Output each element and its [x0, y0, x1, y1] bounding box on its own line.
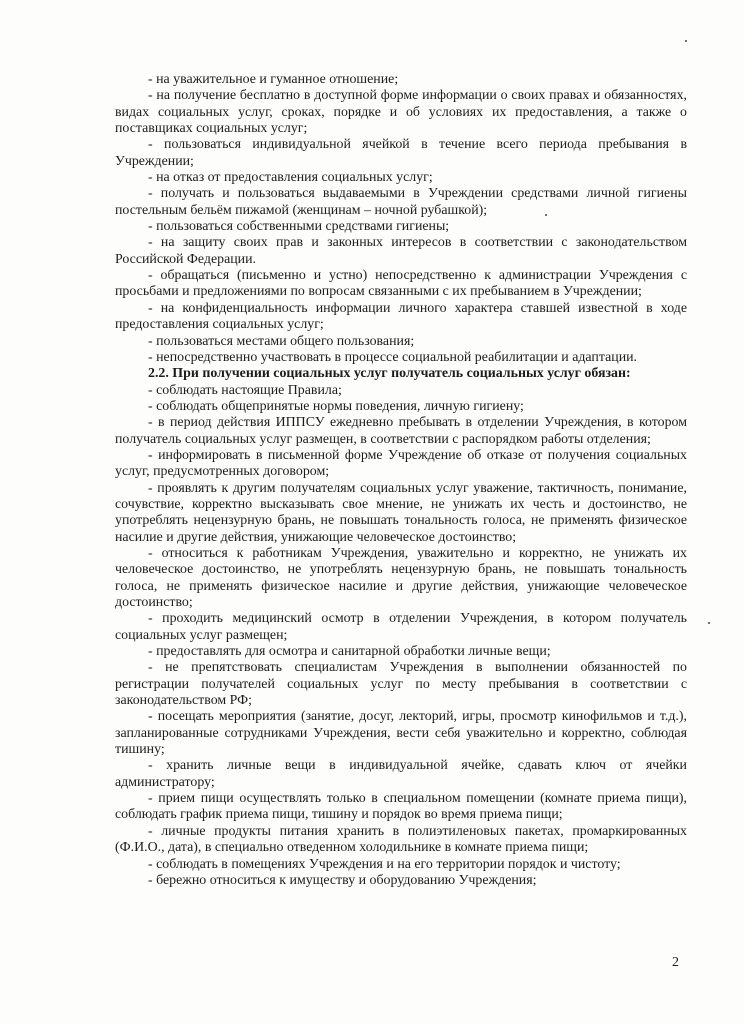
list-item: - на уважительное и гуманное отношение;	[148, 72, 399, 87]
scan-speck	[708, 622, 710, 624]
list-item: - непосредственно участвовать в процессе социальной реабилитации и адаптации.	[148, 349, 638, 365]
list-item: - пользоваться собственными средствами гигиены;	[148, 219, 450, 235]
list-item: - на получение бесплатно в доступной форме информации о своих правах и обязанностях, видах социальных услуг, сроках, порядке и об условиях их предоставления, а также о поставщиках социальных услуг;	[115, 88, 687, 137]
section-heading: 2.2. При получении социальных услуг получатель социальных услуг обязан:	[148, 366, 631, 382]
list-item: - на защиту своих прав и законных интересов в соответствии с законодательством Российской Федерации.	[115, 235, 687, 267]
list-item: - предоставлять для осмотра и санитарной обработки личные вещи;	[148, 644, 551, 660]
list-item: - на отказ от предоставления социальных услуг;	[148, 170, 433, 186]
list-item: - хранить личные вещи в индивидуальной ячейке, сдавать ключ от ячейки администратору;	[115, 758, 687, 790]
page-number: 2	[672, 955, 679, 970]
document-body	[115, 72, 687, 889]
list-item: - посещать мероприятия (занятие, досуг, лекторий, игры, просмотр кинофильмов и т.д.), запланированные сотрудниками Учреждения, вести себя уважительно и корректно, соблюдая тишину;	[115, 709, 687, 758]
list-item: - личные продукты питания хранить в полиэтиленовых пакетах, промаркированных (Ф.И.О., дата), в специально отведенном холодильнике в комнате приема пищи;	[115, 823, 687, 856]
list-item: - информировать в письменной форме Учреждение об отказе от получения социальных услуг, предусмотренных договором;	[115, 447, 687, 480]
list-item: - в период действия ИППСУ ежедневно пребывать в отделении Учреждения, в котором получатель социальных услуг размещен, в соответствии с распорядком работы отделения;	[115, 415, 687, 447]
list-item: - получать и пользоваться выдаваемыми в Учреждении средствами личной гигиены постельным бельём пижамой (женщинам – ночной рубашкой);	[115, 186, 687, 218]
list-item: - соблюдать настоящие Правила;	[148, 382, 342, 398]
list-item: - бережно относиться к имуществу и оборудованию Учреждения;	[148, 872, 537, 888]
list-item: - относиться к работникам Учреждения, уважительно и корректно, не унижать их человеческое достоинство, не употреблять нецензурную брань, не повышать тональность голоса, не применять физическое насилие и другие действия, унижающие человеческое достоинство;	[115, 545, 687, 610]
scan-speck	[685, 40, 687, 42]
list-item: - пользоваться индивидуальной ячейкой в течение всего периода пребывания в Учреждении;	[115, 137, 687, 169]
list-item: - прием пищи осуществлять только в специальном помещении (комнате приема пищи), соблюдать график приема пищи, тишину и порядок во время приема пищи;	[115, 791, 687, 823]
scan-speck	[545, 214, 547, 216]
list-item: - обращаться (письменно и устно) непосредственно к администрации Учреждения с просьбами и предложениями по вопросам связанными с их пребыванием в Учреждении;	[115, 268, 687, 300]
list-item: - соблюдать в помещениях Учреждения и на его территории порядок и чистоту;	[148, 856, 621, 872]
list-item: - проходить медицинский осмотр в отделении Учреждения, в котором получатель социальных услуг размещен;	[115, 611, 687, 643]
list-item: - соблюдать общепринятые нормы поведения, личную гигиену;	[148, 398, 524, 414]
list-item: - проявлять к другим получателям социальных услуг уважение, тактичность, понимание, сочувствие, корректно высказывать свое мнение, не унижать их честь и достоинство, не употреблять нецензурную брань, не повышать тональность голоса, не применять физическое насилие и другие действия, унижающие человеческое достоинство;	[115, 480, 687, 545]
list-item: - на конфиденциальность информации личного характера ставшей известной в ходе предоставления социальных услуг;	[115, 300, 687, 333]
list-item: - не препятствовать специалистам Учреждения в выполнении обязанностей по регистрации получателей социальных услуг по месту пребывания в соответствии с законодательством РФ;	[115, 660, 687, 709]
list-item: - пользоваться местами общего пользования;	[148, 333, 415, 349]
